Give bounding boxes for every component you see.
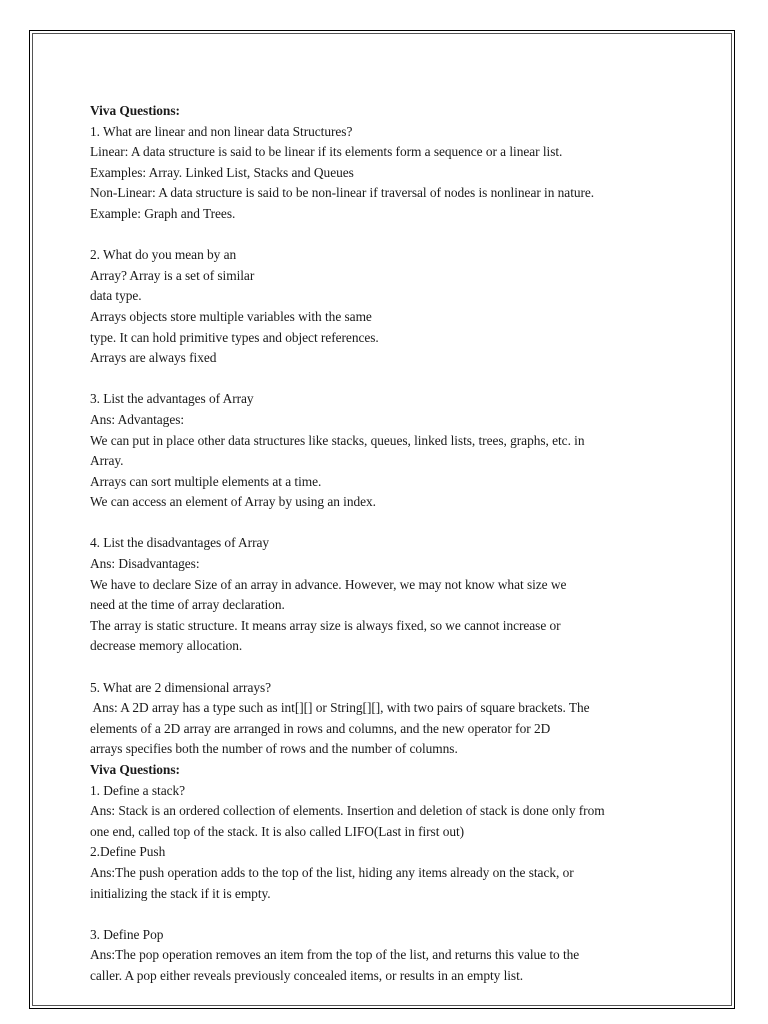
section1-q2-line: type. It can hold primitive types and object references. — [90, 329, 379, 345]
section1-heading: Viva Questions: — [90, 103, 180, 118]
section1-q3-line: Ans: Advantages: — [90, 411, 185, 427]
section1-q2-line: Arrays are always fixed — [90, 350, 217, 366]
section2-q2-question: 2.Define Push — [90, 844, 166, 860]
section1-q4-line: decrease memory allocation. — [90, 638, 243, 654]
section2-q3-line: Ans:The pop operation removes an item from the top of the list, and returns this value to the — [90, 947, 580, 963]
section1-q1-line: Examples: Array. Linked List, Stacks and Queues — [90, 164, 354, 180]
section1-q3-line: We can access an element of Array by using an index. — [90, 494, 376, 510]
section2-q3-line: caller. A pop either reveals previously concealed items, or results in an empty list. — [90, 967, 524, 983]
section2-q2-line: initializing the stack if it is empty. — [90, 885, 271, 901]
section1-q5-question: 5. What are 2 dimensional arrays? — [90, 679, 272, 695]
section1-q4-line: We have to declare Size of an array in advance. However, we may not know what size we — [90, 576, 567, 592]
section2-q2-line: Ans:The push operation adds to the top of the list, hiding any items already on the stack, or — [90, 864, 574, 880]
section1-q4-line: need at the time of array declaration. — [90, 597, 285, 613]
section1-q2-question: 2. What do you mean by an — [90, 247, 237, 263]
section1-q4-question: 4. List the disadvantages of Array — [90, 535, 270, 551]
paragraph-gap — [90, 225, 690, 246]
paragraph-gap — [90, 513, 690, 534]
section1-q3-question: 3. List the advantages of Array — [90, 391, 254, 407]
section1-q2-line: Array? Array is a set of similar — [90, 267, 255, 283]
section2-q3-question: 3. Define Pop — [90, 926, 164, 942]
section1-q3-line: Array. — [90, 453, 124, 469]
section1-q1-question: 1. What are linear and non linear data Structures? — [90, 123, 353, 139]
section1-q1-line: Non-Linear: A data structure is said to be non-linear if traversal of nodes is nonlinear in nature. — [90, 185, 595, 201]
section2-q1-line: one end, called top of the stack. It is also called LIFO(Last in first out) — [90, 823, 465, 839]
paragraph-gap — [90, 369, 690, 390]
document-body — [90, 101, 690, 987]
section1-q3-line: We can put in place other data structures like stacks, queues, linked lists, trees, graphs, etc. in — [90, 432, 585, 448]
section1-q4-line: Ans: Disadvantages: — [90, 556, 200, 572]
section2-q1-line: Ans: Stack is an ordered collection of elements. Insertion and deletion of stack is done only from — [90, 803, 605, 819]
section1-q3-line: Arrays can sort multiple elements at a time. — [90, 473, 322, 489]
section1-q2-line: Arrays objects store multiple variables with the same — [90, 308, 372, 324]
section2-heading: Viva Questions: — [90, 762, 180, 777]
paragraph-gap — [90, 657, 690, 678]
section1-q1-line: Linear: A data structure is said to be linear if its elements form a sequence or a linear list. — [90, 144, 563, 160]
paragraph-gap — [90, 904, 690, 925]
section1-q5-line: arrays specifies both the number of rows and the number of columns. — [90, 741, 458, 757]
section1-q5-line: Ans: A 2D array has a type such as int[][] or String[][], with two pairs of square brackets. The — [90, 700, 590, 716]
section1-q5-line: elements of a 2D array are arranged in rows and columns, and the new operator for 2D — [90, 720, 551, 736]
section1-q2-line: data type. — [90, 288, 142, 304]
section2-q1-question: 1. Define a stack? — [90, 782, 186, 798]
section1-q4-line: The array is static structure. It means array size is always fixed, so we cannot increase or — [90, 617, 561, 633]
section1-q1-line: Example: Graph and Trees. — [90, 205, 236, 221]
